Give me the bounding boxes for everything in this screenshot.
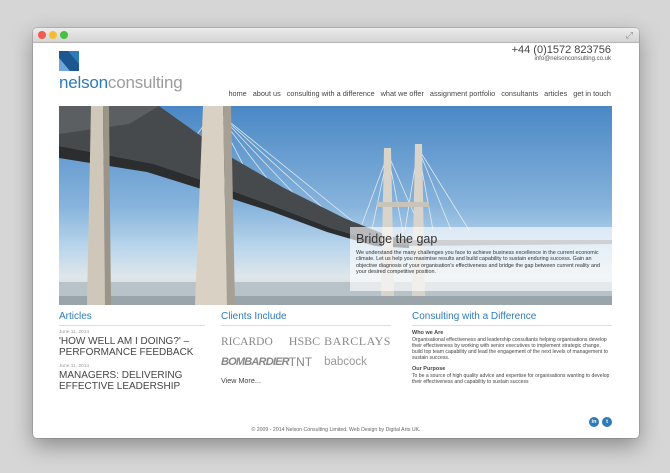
minimize-window-button[interactable]: [49, 31, 57, 39]
client-logo-barclays: BARCLAYS: [324, 334, 391, 348]
nav-consulting-with-a-difference[interactable]: consulting with a difference: [286, 89, 375, 98]
nav-home[interactable]: home: [228, 89, 247, 98]
nav-articles[interactable]: articles: [544, 89, 568, 98]
who-we-are-text: Organisational effectiveness and leadership consultants helping organisations develop their effectiveness by working with senior executives to implement strategic change, build top team capability and lead the engagement of the next levels of management to sustain success.: [412, 337, 608, 361]
title-bar: [33, 28, 639, 43]
articles-section: [59, 311, 205, 392]
social-links: [589, 417, 612, 427]
browser-window: [33, 28, 639, 438]
client-logo-ricardo: RICARDO: [221, 335, 273, 348]
website-page: [33, 43, 639, 438]
articles-heading[interactable]: Articles: [59, 311, 205, 326]
article-date: June 11, 2014: [59, 330, 90, 335]
nav-assignment-portfolio[interactable]: assignment portfolio: [429, 89, 496, 98]
client-logo-babcock: babcock: [324, 356, 367, 368]
nav-about-us[interactable]: about us: [252, 89, 281, 98]
hero-title: Bridge the gap: [356, 232, 438, 246]
client-logo-hsbc: HSBC: [288, 334, 321, 348]
logo-mark-icon: [59, 51, 79, 71]
client-logo-tnt: TNT: [288, 355, 313, 369]
who-we-are-heading: Who we Are: [412, 330, 444, 336]
clients-heading: Clients Include: [221, 311, 391, 326]
nav-get-in-touch[interactable]: get in touch: [573, 89, 611, 98]
logo-word-consulting: consulting: [107, 73, 183, 92]
close-window-button[interactable]: [38, 31, 46, 39]
hero-caption: [350, 227, 612, 291]
email-link[interactable]: info@nelsonconsulting.co.uk: [534, 56, 611, 62]
fullscreen-icon[interactable]: ⤢: [625, 30, 633, 40]
our-purpose-heading: Our Purpose: [412, 366, 446, 372]
difference-heading[interactable]: Consulting with a Difference: [412, 311, 612, 326]
article-title-performance-feedback[interactable]: 'HOW WELL AM I DOING?' – PERFORMANCE FEEDBACK: [59, 336, 194, 358]
article-date: June 11, 2014: [59, 364, 90, 369]
hero-banner: [59, 106, 612, 305]
our-purpose-text: To be a source of high quality advice and expertise for organisations wanting to develop their effectiveness and capability to sustain success: [412, 373, 610, 385]
client-logos: [221, 334, 391, 369]
client-logo-bombardier: BOMBARDIER: [221, 356, 289, 368]
hero-text: We understand the many challenges you face to achieve business excellence in the current economic climate. Let us help you maximise results and build capability to sustain enduring success. Gain an objective diagnosis of your organisation's effectiveness and bridge the gap between current reality and your desired competitive position.: [356, 250, 600, 276]
nav-what-we-offer[interactable]: what we offer: [380, 89, 424, 98]
twitter-icon[interactable]: t: [602, 417, 612, 427]
phone-number[interactable]: +44 (0)1572 823756: [511, 44, 611, 56]
difference-section: [412, 311, 612, 425]
logo-wordmark: [59, 73, 182, 93]
linkedin-icon[interactable]: in: [589, 417, 599, 427]
clients-section: [221, 311, 391, 388]
nav-consultants[interactable]: consultants: [501, 89, 539, 98]
view-more-link[interactable]: View More...: [221, 376, 261, 385]
main-nav: [228, 89, 611, 98]
zoom-window-button[interactable]: [60, 31, 68, 39]
logo-word-nelson: nelson: [59, 73, 108, 92]
article-title-effective-leadership[interactable]: MANAGERS: DELIVERING EFFECTIVE LEADERSHIP: [59, 370, 183, 392]
footer-copyright: © 2009 - 2014 Nelson Consulting Limited. Web Design by Digital Arts UK.: [251, 427, 421, 433]
